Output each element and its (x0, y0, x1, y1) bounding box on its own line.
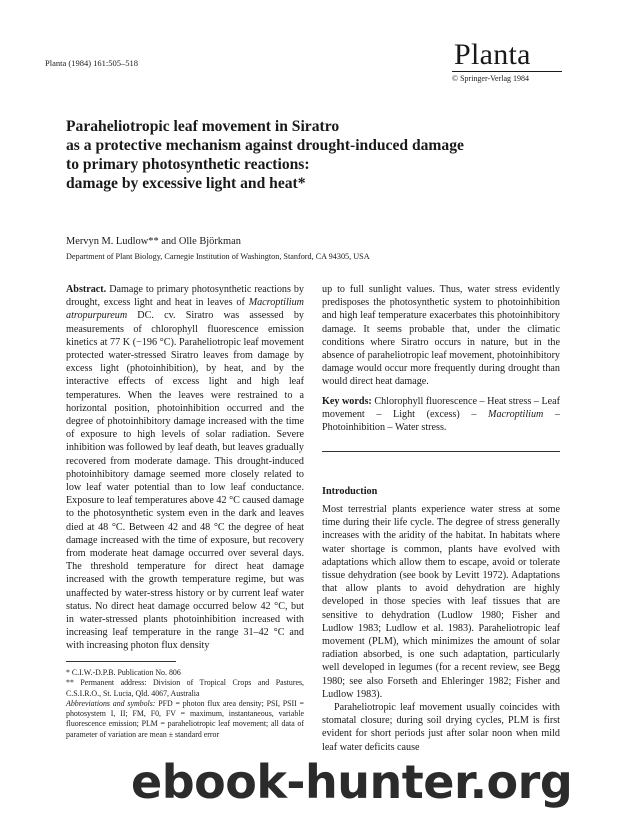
abstract-text-part2: DC. cv. Siratro was assessed by measurements of chlorophyll fluorescence emission kinetics at 77 K (−196 °C). Paraheliotropic leaf movement protected water-stressed Siratro leaves from damage by excess light (photoinhibition), by heat, and by the interactive effects of excess light and high leaf temperatures. When the leaves were restrained to a horizontal position, photoinhibition occurred and the degree of photoinhibitory damage increased with the time of exposure to high levels of solar radiation. Severe inhibition was followed by leaf death, but leaves gradually recovered from moderate damage. This drought-induced photoinhibitory damage seemed more closely related to low leaf water potential than to low leaf conductance. Exposure to leaf temperatures above 42 °C caused damage to the photosynthetic system even in the dark and leaves died at 48 °C. Between 42 and 48 °C the degree of heat damage increased with the time of exposure, but recovery from moderate heat damage occurred over several days. The threshold temperature for direct heat damage increased with the growth temperature regime, but was unaffected by water-stress history or by current leaf water status. No direct heat damage occurred below 42 °C, but in water-stressed plants photoinhibition increased with increasing leaf temperature in the range 31–42 °C and with increasing photon flux density (66, 310, 304, 652)
footnote: ** Permanent address: Division of Tropical Crops and Pastures, C.S.I.R.O., St. Lucia, Qld. 4067, Australia (66, 678, 304, 698)
affiliation: Department of Plant Biology, Carnegie Institution of Washington, Stanford, CA 94305, USA (66, 252, 370, 261)
abbreviations-label: Abbreviations and symbols: (66, 698, 156, 708)
introduction-heading: Introduction (322, 486, 378, 497)
introduction-column (322, 503, 560, 754)
abstract-continuation: up to full sunlight values. Thus, water stress evidently predisposes the photosynthetic system to photoinhibition and high leaf temperature exacerbates this photoinhibitory damage. It seems probable that, under the climatic conditions where Siratro occurs in nature, but in the absence of paraheliotropic leaf movement, photoinhibitory damage would occur more frequently during drought than would direct heat damage. (322, 284, 560, 388)
abstract-column (66, 283, 304, 653)
journal-logo: Planta (454, 38, 531, 71)
title-line: Paraheliotropic leaf movement in Siratro (66, 118, 340, 135)
footnote-divider (66, 661, 176, 662)
article-title (66, 117, 576, 193)
keywords-paragraph (322, 395, 560, 435)
abstract-text-part1: Damage to primary photosynthetic reactions by drought, excess light and heat in leaves of (66, 284, 304, 309)
authors: Mervyn M. Ludlow** and Olle Björkman (66, 236, 241, 247)
journal-reference: Planta (1984) 161:505–518 (45, 58, 139, 68)
abstract-label: Abstract. (66, 284, 107, 295)
keywords-italic: Macroptilium (488, 408, 544, 420)
abbreviations (66, 699, 304, 740)
section-divider (322, 451, 560, 452)
abstract-paragraph (66, 283, 304, 653)
keywords-label: Key words: (322, 395, 372, 407)
title-line: damage by excessive light and heat* (66, 175, 306, 192)
copyright-notice: © Springer-Verlag 1984 (452, 74, 530, 83)
keywords-text-part2: – Photoinhibition – Water stress. (322, 408, 560, 434)
title-line: to primary photosynthetic reactions: (66, 156, 310, 173)
introduction-paragraph: Paraheliotropic leaf movement usually coincides with stomatal closure; during soil drying cycles, PLM is first evident for short periods just after solar noon when mild leaf water deficits cause (322, 702, 560, 753)
abstract-continuation-column (322, 283, 560, 434)
footnote: * C.I.W.-D.P.B. Publication No. 806 (66, 668, 181, 677)
logo-divider (452, 71, 562, 72)
introduction-paragraph: Most terrestrial plants experience water stress at some time during their life cycle. The degree of stress generally increases with the aridity of the habitat. In habitats where water shortage is common, plants have evolved with adaptations which allow them to escape, avoid or tolerate tissue dehydration (see book by Levitt 1972). Adaptations that allow plants to avoid dehydration are highly developed in those species with leaf tissues that are sensitive to dehydration (Ludlow 1980; Fisher and Ludlow 1983; Ludlow et al. 1983). Paraheliotropic leaf movement (PLM), which minimizes the amount of solar radiation absorbed, is one such adaptation, particularly well developed in legumes (for a recent review, see Begg 1980; see also Forseth and Ehleringer 1982; Fisher and Ludlow 1983). (322, 504, 560, 700)
footnotes (66, 668, 304, 740)
title-line: as a protective mechanism against drought-induced damage (66, 137, 464, 154)
abbreviations-text: PFD = photon flux area density; PSI, PSII = photosystem I, II; FM, F0, FV = maximum, instantaneous, variable fluorescence emission; PLM = paraheliotropic leaf movement; all data of parameter of variation are mean ± standard error (66, 698, 304, 739)
watermark: ebook-hunter.org (131, 755, 573, 809)
species-name: Macroptilium atropurpureum (66, 297, 304, 322)
keywords-text-part1: Chlorophyll fluorescence – Heat stress – Leaf movement – Light (excess) – (322, 395, 560, 420)
